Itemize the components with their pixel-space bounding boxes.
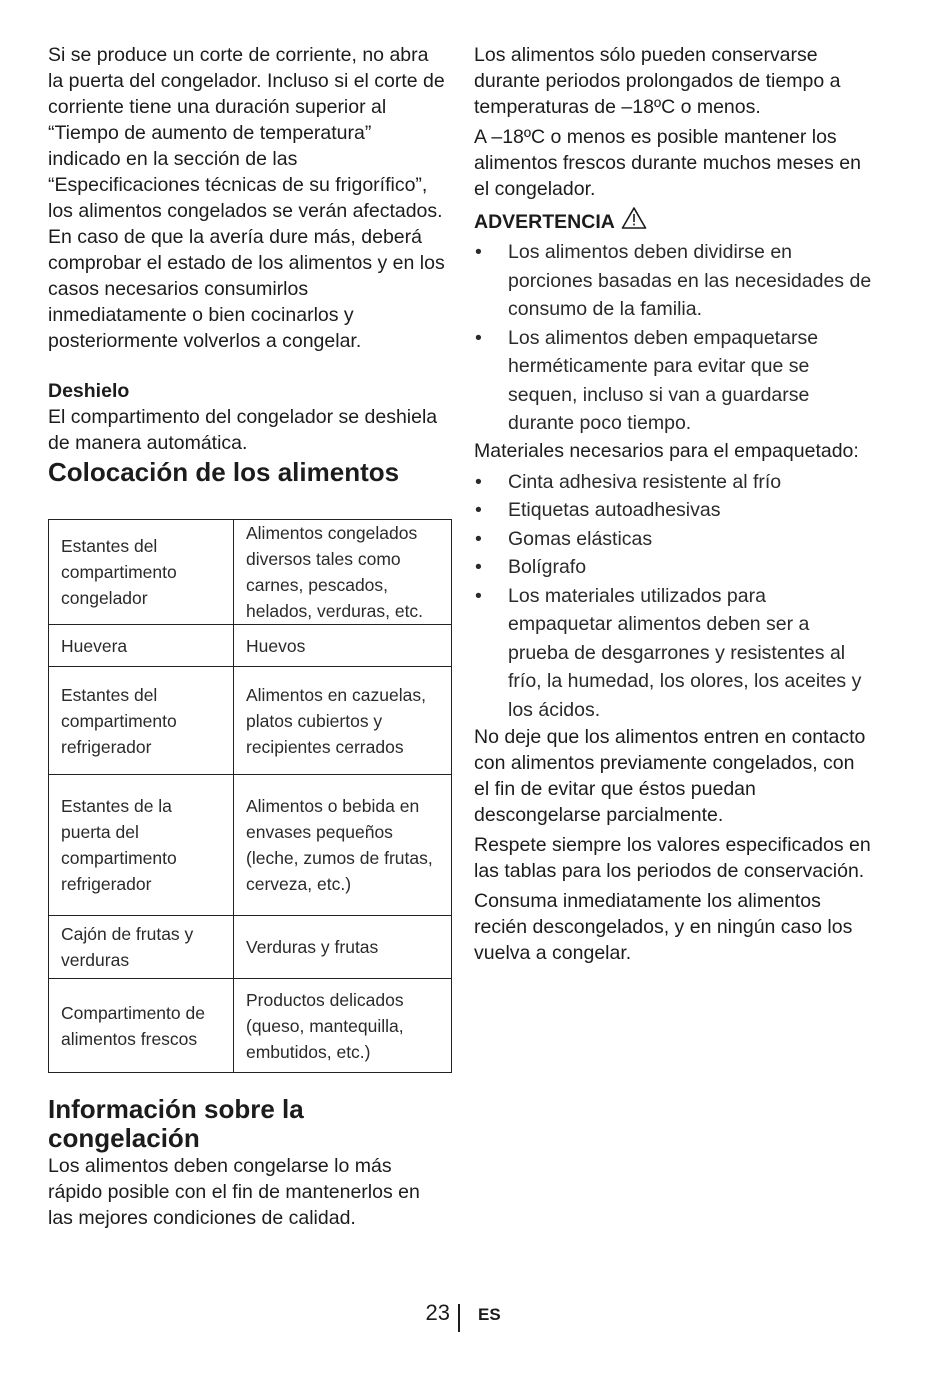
thawed-food-paragraph: Consuma inmediatamente los alimentos recién descongelados, y en ningún caso los vuelva a congelar. <box>474 890 853 964</box>
page-number: 23 <box>425 1300 450 1325</box>
table-cell-food: Verduras y frutas <box>234 916 452 979</box>
list-item-text: Los alimentos deben dividirse en porciones basadas en las necesidades de consumo de la familia. <box>508 241 872 320</box>
table-cell-food: Alimentos congelados diversos tales como carnes, pescados, helados, verduras, etc. <box>234 520 452 625</box>
list-item <box>474 582 874 725</box>
bullet: • <box>475 470 482 493</box>
list-item <box>474 324 874 438</box>
table-row <box>49 625 452 667</box>
table-cell-location: Huevera <box>49 625 234 667</box>
list-item-text: Los alimentos deben empaquetarse herméticamente para evitar que se sequen, incluso si van a guardarse durante poco tiempo. <box>508 326 819 434</box>
food-placement-table <box>48 519 452 1073</box>
storage-months-paragraph: A –18ºC o menos es posible mantener los alimentos frescos durante muchos meses en el congelador. <box>474 126 861 200</box>
contact-paragraph: No deje que los alimentos entren en contacto con alimentos previamente congelados, con el fin de evitar que éstos puedan descongelarse parcialmente. <box>474 726 866 826</box>
bullet: • <box>475 556 482 578</box>
food-placement-heading: Colocación de los alimentos <box>48 457 400 487</box>
table-row <box>49 667 452 775</box>
warning-title: ADVERTENCIA <box>474 211 615 233</box>
list-item-text: Bolígrafo <box>508 556 587 578</box>
table-cell-food: Alimentos o bebida en envases pequeños (leche, zumos de frutas, cerveza, etc.) <box>234 775 452 916</box>
table-cell-location: Estantes del compartimento refrigerador <box>49 667 234 775</box>
table-cell-food: Huevos <box>234 625 452 667</box>
table-cell-location: Compartimento de alimentos frescos <box>49 979 234 1073</box>
bullet: • <box>475 241 482 263</box>
list-item <box>474 553 874 582</box>
table-cell-food: Alimentos en cazuelas, platos cubiertos y recipientes cerrados <box>234 667 452 775</box>
table-row <box>49 979 452 1073</box>
materials-list <box>474 468 874 725</box>
bullet: • <box>475 326 482 349</box>
table-cell-food: Productos delicados (queso, mantequilla, embutidos, etc.) <box>234 979 452 1073</box>
freezing-info-text: Los alimentos deben congelarse lo más rápido posible con el fin de mantenerlos en las mejores condiciones de calidad. <box>48 1155 420 1229</box>
footer-divider <box>458 1304 460 1332</box>
list-item <box>474 525 874 554</box>
table-row <box>49 520 452 625</box>
list-item-text: Gomas elásticas <box>508 527 653 550</box>
bullet: • <box>475 527 482 550</box>
defrost-text: El compartimento del congelador se deshiela de manera automática. <box>48 406 438 454</box>
materials-intro: Materiales necesarios para el empaquetado: <box>474 439 859 462</box>
list-item-text: Etiquetas autoadhesivas <box>508 499 721 521</box>
table-row <box>49 775 452 916</box>
page-footer <box>0 1298 950 1328</box>
right-column <box>474 42 874 966</box>
power-outage-paragraph: Si se produce un corte de corriente, no abra la puerta del congelador. Incluso si el corte de corriente tiene una duración superior al “Tiempo de aumento de temperatura” indicado en la sección de las “Especificaciones técnicas de su frigorífico”, los alimentos congelados se verán afectados. En caso de que la avería dure más, deberá comprobar el estado de los alimentos y en los casos necesarios consumirlos inmediatamente o bien cocinarlos y posteriormente volverlos a congelar. <box>48 44 445 352</box>
list-item <box>474 238 874 324</box>
bullet: • <box>475 499 482 521</box>
list-item-text: Cinta adhesiva resistente al frío <box>508 470 782 493</box>
list-item <box>474 496 874 525</box>
defrost-title: Deshielo <box>48 380 130 402</box>
bullet: • <box>475 584 482 607</box>
storage-paragraph: Los alimentos sólo pueden conservarse durante periodos prolongados de tiempo a temperaturas de –18ºC o menos. <box>474 44 841 118</box>
language-code: ES <box>478 1305 501 1324</box>
table-cell-location: Estantes de la puerta del compartimento refrigerador <box>49 775 234 916</box>
warning-triangle-icon <box>621 206 647 238</box>
list-item-text: Los materiales utilizados para empaquetar alimentos deben ser a prueba de desgarrones y resistentes al frío, la humedad, los olores, los aceites y los ácidos. <box>508 584 862 721</box>
respect-values-paragraph: Respete siempre los valores especificados en las tablas para los periodos de conservación. <box>474 834 871 882</box>
freezing-info-heading: Información sobre la congelación <box>48 1094 304 1153</box>
warning-list <box>474 238 874 438</box>
table-cell-location: Estantes del compartimento congelador <box>49 520 234 625</box>
table-cell-location: Cajón de frutas y verduras <box>49 916 234 979</box>
left-column <box>48 42 448 1231</box>
list-item <box>474 468 874 497</box>
table-row <box>49 916 452 979</box>
warning-heading <box>474 206 874 238</box>
